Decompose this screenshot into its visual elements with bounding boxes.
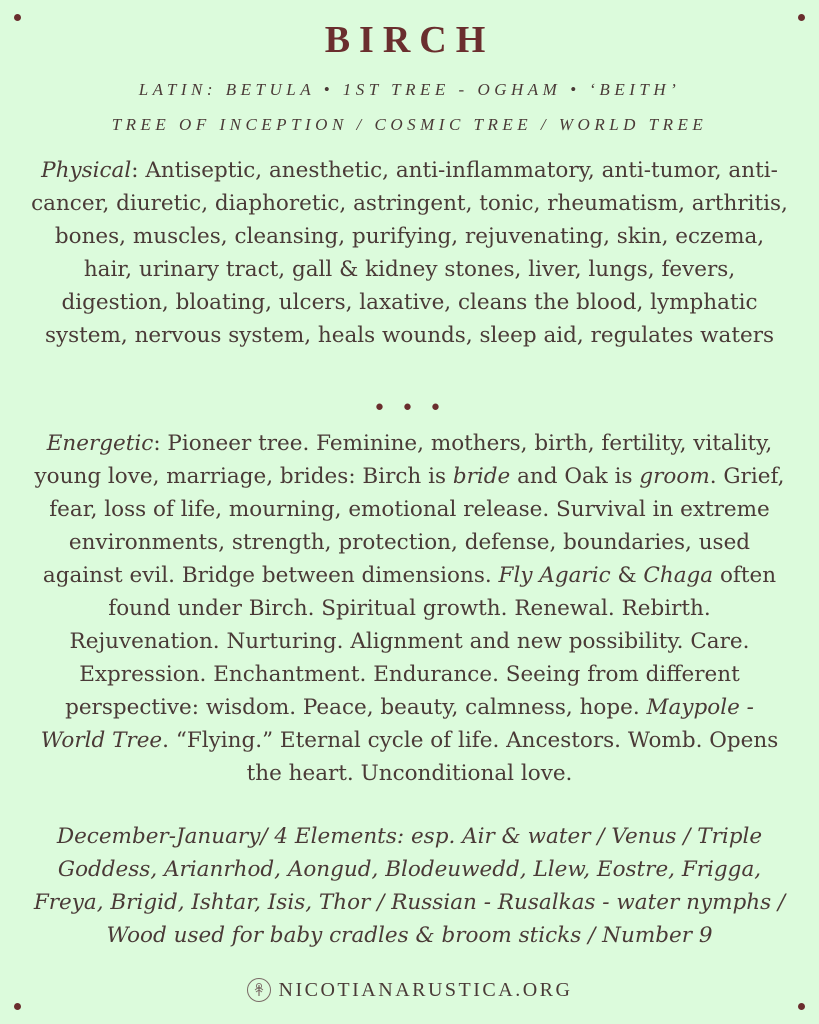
corner-dot-icon: [798, 1003, 805, 1010]
energetic-text: . “Flying.” Eternal cycle of life. Ancestors. Womb. Opens the heart. Unconditional love.: [162, 728, 779, 786]
energetic-text: and Oak is: [510, 464, 640, 489]
correspondences-section: December-January/ 4 Elements: esp. Air & water / Venus / Triple Goddess, Arianrhod, Aongud, Blodeuwedd, Llew, Eostre, Frigga, Freya, Brigid, Ishtar, Isis, Thor / Russian - Rusalkas - water nymphs / Wood used for baby cradles & broom sticks / Number 9: [33, 824, 786, 948]
subtitle-latin: LATIN: BETULA • 1ST TREE - OGHAM • ‘BEITH’: [138, 80, 681, 99]
footer: [0, 978, 819, 1002]
physical-label: Physical: [41, 158, 132, 183]
maypole-word: Maypole - World Tree: [40, 695, 754, 753]
groom-word: groom: [639, 464, 710, 489]
website-link[interactable]: NICOTIANARUSTICA.ORG: [278, 978, 573, 1001]
separator-dots: • • •: [373, 396, 446, 421]
corner-dot-icon: [14, 1003, 21, 1010]
fly-agaric-word: Fly Agaric: [498, 563, 611, 588]
energetic-text: . Grief, fear, loss of life, mourning, emotional release. Survival in extreme environments, strength, protection, defense, boundaries, used against evil. Bridge between dimensions.: [42, 464, 785, 588]
energetic-text: : Pioneer tree. Feminine, mothers, birth, fertility, vitality, young love, marriage, brides: Birch is: [34, 431, 773, 489]
energetic-text: &: [610, 563, 644, 588]
physical-section: [30, 154, 789, 352]
energetic-section: [30, 427, 789, 790]
subtitle-names: TREE OF INCEPTION / COSMIC TREE / WORLD TREE: [111, 115, 708, 134]
tree-circle-icon: [247, 978, 271, 1002]
energetic-text: often found under Birch. Spiritual growth. Renewal. Rebirth. Rejuvenation. Nurturing. Alignment and new possibility. Care. Expression. Enchantment. Endurance. Seeing from different perspective: wisdom. Peace, beauty, calmness, hope.: [65, 563, 777, 720]
physical-text: : Antiseptic, anesthetic, anti-inflammatory, anti-tumor, anti-cancer, diuretic, diaphoretic, astringent, tonic, rheumatism, arthritis, bones, muscles, cleansing, purifying, rejuvenating, skin, eczema, hair, urinary tract, gall & kidney stones, liver, lungs, fevers, digestion, bloating, ulcers, laxative, cleans the blood, lymphatic system, nervous system, heals wounds, sleep aid, regulates waters: [31, 158, 788, 348]
bride-word: bride: [452, 464, 511, 489]
energetic-label: Energetic: [46, 431, 154, 456]
chaga-word: Chaga: [643, 563, 714, 588]
page-title: BIRCH: [324, 19, 495, 61]
